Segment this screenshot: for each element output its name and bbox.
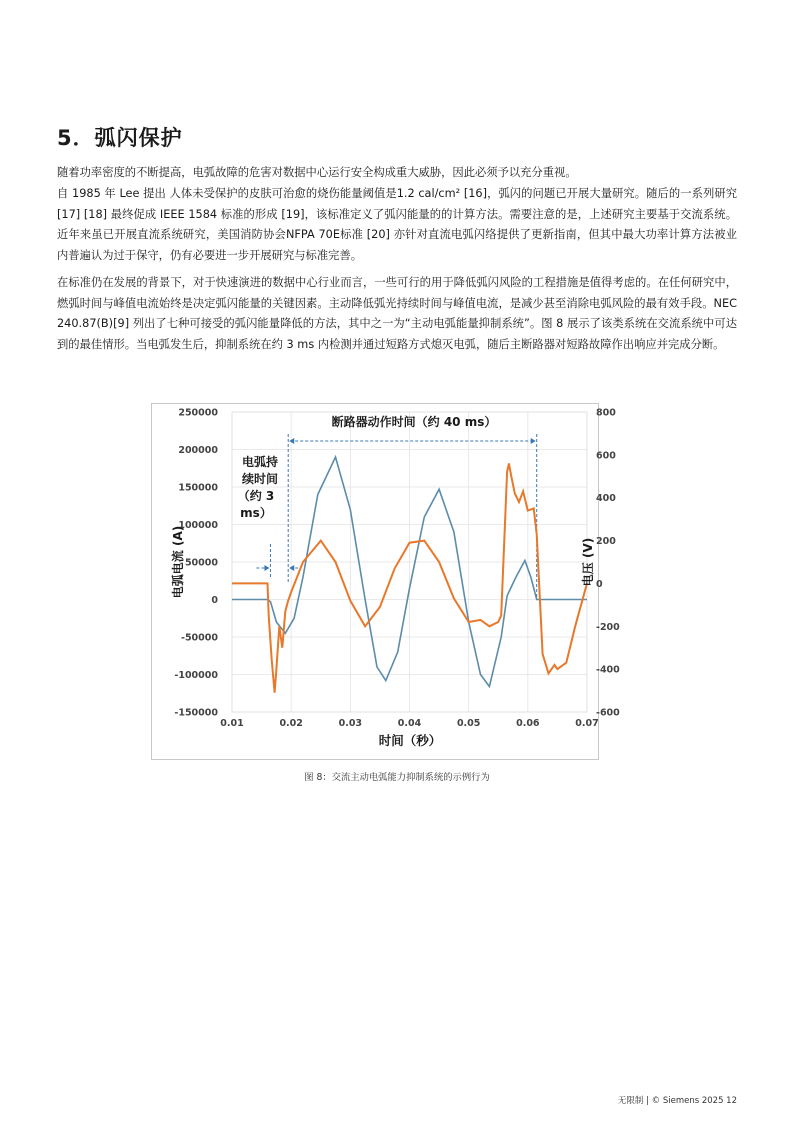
paragraph-intro: 随着功率密度的不断提高，电弧故障的危害对数据中心运行安全构成重大威胁，因此必须予以充分重视。 — [57, 166, 577, 179]
x-tick-label: 0.02 — [279, 718, 303, 729]
annotation-arc-line2: 续时间 — [241, 472, 279, 486]
section-title: 5．弧闪保护 — [57, 126, 183, 150]
x-tick-label: 0.01 — [220, 718, 244, 729]
x-tick-label: 0.05 — [456, 718, 481, 729]
y-tick-label-right: 800 — [596, 407, 616, 419]
figure-caption: 图 8：交流主动电弧能力抑制系统的示例行为 — [304, 772, 490, 783]
annotation-arc-line1: 电弧持 — [241, 455, 279, 469]
y-tick-label-right: -600 — [596, 707, 620, 719]
y-tick-label-right: -400 — [596, 664, 620, 676]
page-footer: 无限制 | © Siemens 2025 12 — [617, 1096, 737, 1106]
x-tick-label: 0.06 — [516, 718, 540, 729]
y-axis-label-right-visible: 电压 (V) — [581, 537, 595, 587]
figure-arc-suppression-chart — [151, 403, 620, 760]
y-tick-label-right: 200 — [596, 536, 616, 548]
y-tick-label-left: 200000 — [178, 445, 218, 456]
y-axis-label-left: 电弧电流 (A) — [171, 525, 185, 599]
annotation-breaker-time: 断路器动作时间（约 40 ms） — [331, 415, 497, 429]
y-tick-label-left: -50000 — [181, 632, 218, 644]
x-axis-label: 时间（秒） — [378, 733, 442, 748]
chart-svg — [152, 404, 620, 759]
x-tick-label: 0.03 — [338, 718, 363, 729]
y-tick-label-left: 0 — [211, 595, 218, 606]
y-tick-label-right: 600 — [596, 450, 616, 462]
y-tick-label-left: -150000 — [174, 707, 218, 719]
paragraph-history: 自 1985 年 Lee 提出 人体未受保护的皮肤可治愈的烧伤能量阈值是1.2 cal/cm² [16]，弧闪的问题已开展大量研究。随后的一系列研究 [17] [18] 最终促成 IEEE 1584 标准的形成 [19]，该标准定义了弧闪能量的的计算方法。需要注意的是，上述研究主要基于交流系统。近年来虽已开展直流系统研究，美国消防协会NFPA 70E标准 [20] 亦针对直流电弧闪络提供了更新指南，但其中最大功率计算方法被业内普遍认为过于保守，仍有必要进一步开展研究与标准完善。 — [57, 187, 737, 262]
y-tick-label-left: -100000 — [174, 670, 218, 681]
x-tick-label: 0.04 — [397, 718, 422, 729]
y-tick-label-left: 250000 — [178, 407, 218, 419]
annotation-arc-line3: （约 3 — [237, 489, 275, 503]
y-tick-label-right: 0 — [596, 578, 603, 590]
y-tick-label-right: 400 — [596, 493, 616, 505]
y-tick-label-left: 50000 — [184, 557, 218, 569]
y-tick-label-left: 150000 — [178, 482, 218, 494]
y-tick-label-right: -200 — [596, 621, 620, 633]
y-tick-label-left: 100000 — [178, 520, 218, 531]
annotation-arc-line4: ms） — [240, 506, 272, 520]
x-tick-label: 0.07 — [575, 718, 599, 729]
paragraph-mitigation: 在标准仍在发展的背景下，对于快速演进的数据中心行业而言，一些可行的用于降低弧闪风险的工程措施是值得考虑的。在任何研究中，燃弧时间与峰值电流始终是决定弧闪能量的关键因素。主动降低弧光持续时间与峰值电流，是减少甚至消除电弧风险的最有效手段。NEC 240.87(B)[9] 列出了七种可接受的弧闪能量降低的方法，其中之一为“主动电弧能量抑制系统”。图 8 展示了该类系统在交流系统中可达到的最佳情形。当电弧发生后，抑制系统在约 3 ms 内检测并通过短路方式熄灭电弧，随后主断路器对短路故障作出响应并完成分断。 — [57, 276, 737, 351]
